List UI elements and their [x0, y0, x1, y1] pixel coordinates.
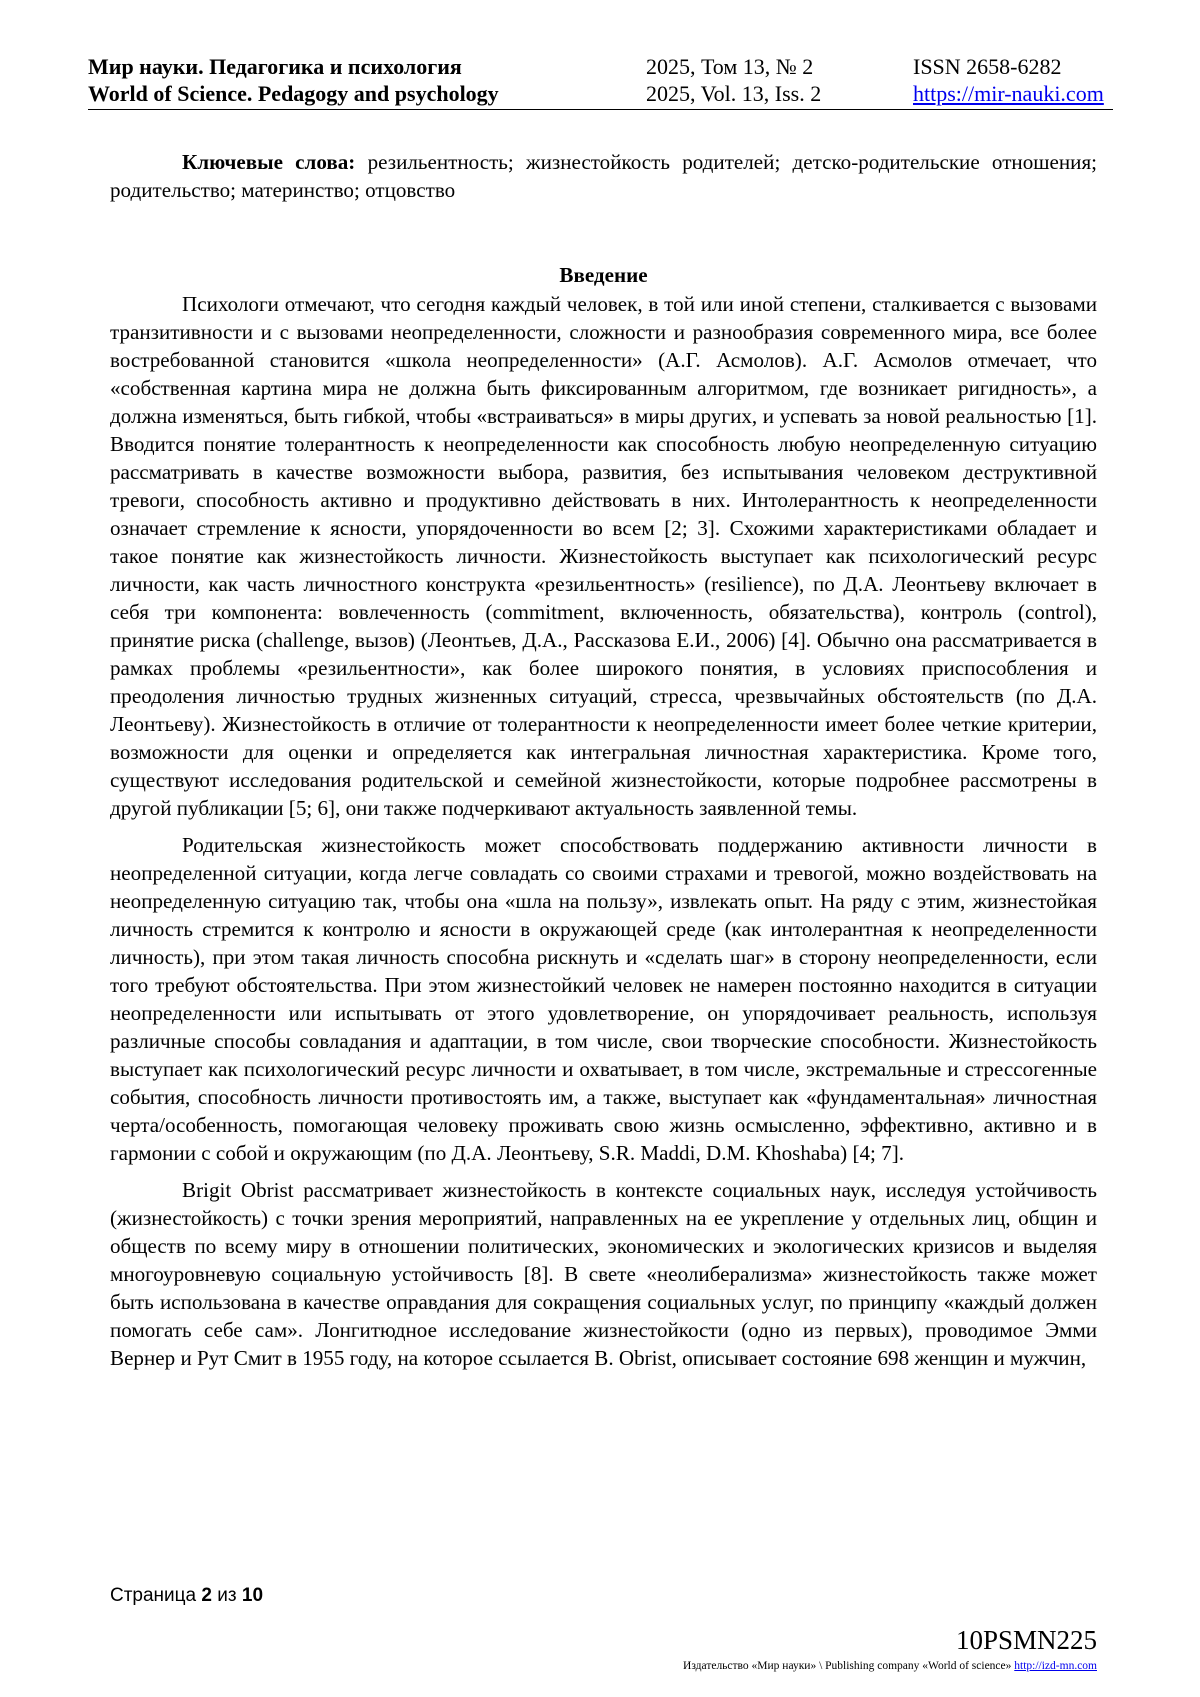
page-prefix: Страница — [110, 1585, 202, 1606]
publisher-url-link[interactable]: http://izd-mn.com — [1014, 1660, 1097, 1672]
issue-block — [646, 53, 821, 107]
issn-block — [913, 53, 1104, 107]
page-current: 2 — [201, 1585, 212, 1606]
keywords-label: Ключевые слова: — [182, 150, 356, 174]
paragraph: Brigit Obrist рассматривает жизнестойкость в контексте социальных наук, исследуя устойчивость (жизнестойкость) с точки зрения мероприятий, направленных на ее укрепление у отдельных лиц, общин и обществ по всему миру в отношении политических, экономических и экологических кризисов и выделяя многоуровневую социальную устойчивость [8]. В свете «неолиберализма» жизнестойкость также может быть использована в качестве оправдания для сокращения социальных услуг, по принципу «каждый должен помогать себе сам». Лонгитюдное исследование жизнестойкости (одно из первых), проводимое Эмми Вернер и Рут Смит в 1955 году, на которое ссылается B. Obrist, описывает состояние 698 женщин и мужчин, — [110, 1178, 1097, 1370]
publisher-line — [683, 1660, 1097, 1672]
journal-title-en: World of Science. Pedagogy and psychology — [88, 81, 499, 106]
page-header — [88, 53, 1113, 110]
page-mid: из — [211, 1585, 242, 1606]
article-body — [110, 148, 1097, 1381]
journal-url-link[interactable]: https://mir-nauki.com — [913, 81, 1104, 106]
issue-ru: 2025, Том 13, № 2 — [646, 54, 814, 79]
paragraph: Родительская жизнестойкость может способствовать поддержанию активности личности в неопределенной ситуации, когда легче совладать со своими страхами и тревогой, можно воздействовать на неопределенную ситуацию так, чтобы она «шла на пользу», извлекать опыт. На ряду с этим, жизнестойкая личность стремится к контролю и ясности в окружающей среде (как интолерантная к неопределенности личность), при этом такая личность способна рискнуть и «сделать шаг» в сторону неопределенности, если того требуют обстоятельства. При этом жизнестойкий человек не намерен постоянно находится в ситуации неопределенности или испытывать от этого удовлетворение, он упорядочивает реальность, используя различные способы совладания и адаптации, в том числе, свои творческие способности. Жизнестойкость выступает как психологический ресурс личности и охватывает, в том числе, экстремальные и стрессогенные события, способность личности противостоять им, а также, выступает как «фундаментальная» личностная черта/особенность, помогающая человеку проживать свою жизнь осмысленно, эффективно, активно и в гармонии с собой и окружающим (по Д.А. Леонтьеву, S.R. Maddi, D.M. Khoshaba) [4; 7]. — [110, 833, 1097, 1165]
keywords-text: резильентность; жизнестойкость родителей; детско-родительские отношения; родительство; материнство; отцовство — [110, 150, 1098, 202]
page-total: 10 — [241, 1585, 264, 1606]
section-title: Введение — [559, 263, 648, 287]
page-number — [110, 1585, 263, 1607]
journal-title-block — [88, 53, 499, 107]
issn: ISSN 2658-6282 — [913, 54, 1062, 79]
issue-en: 2025, Vol. 13, Iss. 2 — [646, 81, 822, 106]
paragraph: Психологи отмечают, что сегодня каждый человек, в той или иной степени, сталкивается с вызовами транзитивности и с вызовами неопределенности, сложности и разнообразия современного мира, все более востребованной становится «школа неопределенности» (А.Г. Асмолов). А.Г. Асмолов отмечает, что «собственная картина мира не должна быть фиксированным алгоритмом, где возникает ригидность», а должна изменяться, быть гибкой, чтобы «встраиваться» в миры других, и успевать за новой реальностью [1]. Вводится понятие толерантность к неопределенности как способность любую неопределенную ситуацию рассматривать в качестве возможности выбора, развития, без испытывания человеком деструктивной тревоги, способность активно и продуктивно действовать в них. Интолерантность к неопределенности означает стремление к ясности, упорядоченности во всем [2; 3]. Схожими характеристиками обладает и такое понятие как жизнестойкость личности. Жизнестойкость выступает как психологический ресурс личности, как часть личностного конструкта «резильентность» (resilience), по Д.А. Леонтьеву включает в себя три компонента: вовлеченность (commitment, включенность, обязательства), контроль (control), принятие риска (challenge, вызов) (Леонтьев, Д.А., Рассказова Е.И., 2006) [4]. Обычно она рассматривается в рамках проблемы «резильентности», как более широкого понятия, в условиях приспособления и преодоления личностью трудных жизненных ситуаций, стресса, чрезвычайных обстоятельств (по Д.А. Леонтьеву). Жизнестойкость в отличие от толерантности к неопределенности имеет более четкие критерии, возможности для оценки и определяется как интегральная личностная характеристика. Кроме того, существуют исследования родительской и семейной жизнестойкости, которые подробнее рассмотрены в другой публикации [5; 6], они также подчеркивают актуальность заявленной темы. — [110, 292, 1097, 820]
article-code: 10PSMN225 — [955, 1625, 1097, 1655]
keywords — [110, 148, 1097, 204]
journal-title-ru: Мир науки. Педагогика и психология — [88, 54, 462, 79]
publisher-text: Издательство «Мир науки» \ Publishing company «World of science» — [683, 1660, 1015, 1672]
